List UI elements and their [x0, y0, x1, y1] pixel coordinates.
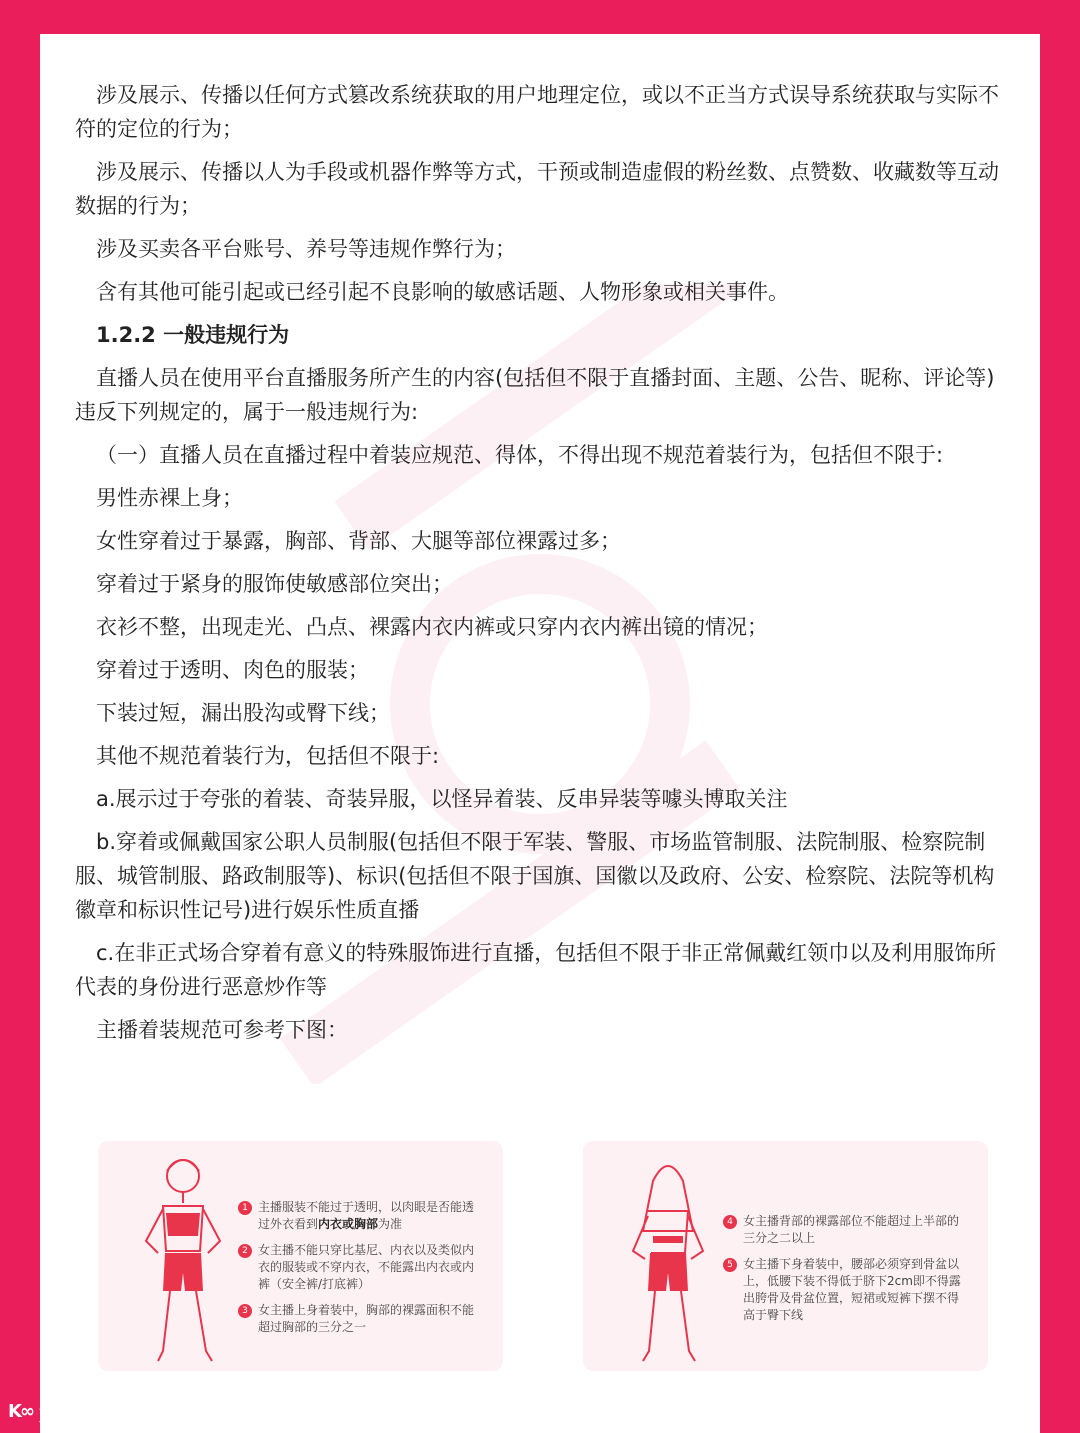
- paragraph: （一）直播人员在直播过程中着装应规范、得体，不得出现不规范着装行为，包括但不限于:: [96, 443, 944, 467]
- figure-front-view: [98, 1141, 503, 1371]
- note-number: 5: [723, 1258, 737, 1272]
- paragraph: 穿着过于紧身的服饰使敏感部位突出；: [96, 572, 453, 596]
- paragraph: 直播人员在使用平台直播服务所产生的内容(包括但不限于直播封面、主题、公告、昵称、评论等)违反下列规定的，属于一般违规行为:: [75, 366, 995, 424]
- note-number: 2: [238, 1244, 252, 1258]
- logo-text: 大数跨境: [38, 1400, 119, 1425]
- paragraph: 涉及展示、传播以人为手段或机器作弊等方式，干预或制造虚假的粉丝数、点赞数、收藏数等互动数据的行为；: [75, 160, 999, 218]
- paragraph: 衣衫不整，出现走光、凸点、裸露内衣内裤或只穿内衣内裤出镜的情况；: [96, 615, 768, 639]
- note-text: 女主播不能只穿比基尼、内衣以及类似内衣的服装或不穿内衣，不能露出内衣或内裤（安全裤/打底裤）: [258, 1243, 475, 1291]
- note-text: 女主播上身着装中，胸部的裸露面积不能超过胸部的三分之一: [258, 1303, 475, 1334]
- note-text: 女主播背部的裸露部位不能超过上半部的三分之二以上: [743, 1214, 960, 1245]
- paragraph: 主播着装规范可参考下图：: [96, 1018, 348, 1042]
- paragraph: c.在非正式场合穿着有意义的特殊服饰进行直播，包括但不限于非正常佩戴红领巾以及利用服饰所代表的身份进行恶意炒作等: [75, 941, 997, 999]
- brand-logo: [8, 1396, 119, 1426]
- paragraph: 下装过短，漏出股沟或臀下线；: [96, 701, 390, 725]
- document-page: [40, 34, 1040, 1433]
- paragraph: 女性穿着过于暴露，胸部、背部、大腿等部位裸露过多；: [96, 529, 621, 553]
- paragraph: 男性赤裸上身；: [96, 486, 243, 510]
- note-text: 主播服装不能过于透明，以肉眼是否能透过外衣看到: [258, 1200, 475, 1231]
- note-number: 4: [723, 1215, 737, 1229]
- note-bold: 内衣或胸部: [318, 1217, 379, 1231]
- note-item: [238, 1242, 483, 1293]
- document-text: [75, 78, 1010, 1056]
- note-item: [723, 1213, 968, 1247]
- back-notes: [723, 1213, 968, 1333]
- front-notes: [238, 1199, 483, 1345]
- note-number: 3: [238, 1304, 252, 1318]
- note-item: [238, 1302, 483, 1336]
- paragraph: 穿着过于透明、肉色的服装；: [96, 658, 369, 682]
- paragraph: 涉及买卖各平台账号、养号等违规作弊行为；: [96, 237, 516, 261]
- logo-icon: K∞: [8, 1400, 33, 1422]
- paragraph: a.展示过于夸张的着装、奇装异服，以怪异着装、反串异装等噱头博取关注: [96, 787, 788, 811]
- woman-front-illustration: [108, 1141, 258, 1371]
- paragraph: b.穿着或佩戴国家公职人员制服(包括但不限于军装、警服、市场监管制服、法院制服、检察院制服、城管制服、路政制服等)、标识(包括但不限于国旗、国徽以及政府、公安、检察院、法院等机构徽章和标识性记号)进行娱乐性质直播: [75, 830, 995, 922]
- note-tail: 为准: [378, 1217, 403, 1231]
- paragraph: 其他不规范着装行为，包括但不限于:: [96, 744, 440, 768]
- note-text: 女主播下身着装中，腰部必须穿到骨盆以上，低腰下装不得低于脐下2cm即不得露出胯骨及骨盆位置，短裙或短裤下摆不得高于臀下线: [743, 1257, 961, 1322]
- section-heading: 1.2.2 一般违规行为: [96, 323, 290, 347]
- paragraph: 含有其他可能引起或已经引起不良影响的敏感话题、人物形象或相关事件。: [96, 280, 789, 304]
- figure-back-view: [583, 1141, 988, 1371]
- note-item: [238, 1199, 483, 1233]
- paragraph: 涉及展示、传播以任何方式篡改系统获取的用户地理定位，或以不正当方式误导系统获取与实际不符的定位的行为；: [75, 83, 999, 141]
- note-item: [723, 1256, 968, 1324]
- woman-back-illustration: [593, 1141, 743, 1371]
- note-number: 1: [238, 1201, 252, 1215]
